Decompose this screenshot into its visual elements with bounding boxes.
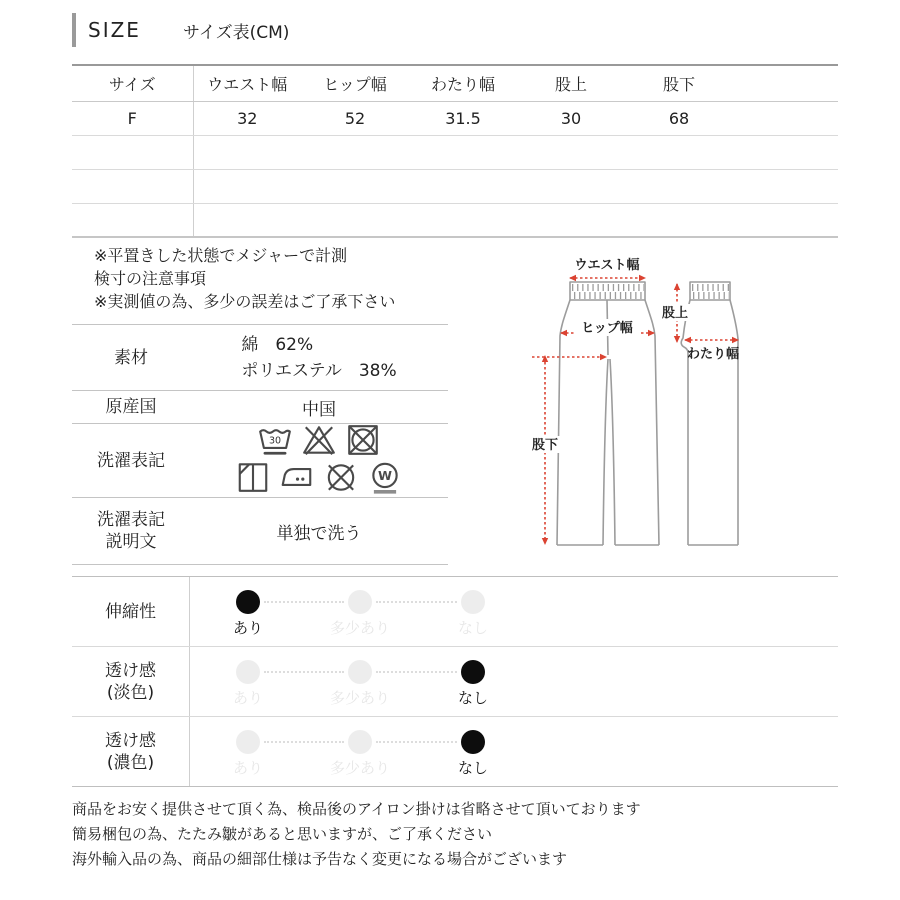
scale-option-tasho-ari: 多少あり <box>312 730 408 778</box>
col-size: サイズ <box>72 65 193 101</box>
table-row-empty <box>72 203 838 237</box>
note-line: ※実測値の為、多少の誤差はご了承下さい <box>94 292 396 311</box>
origin-value: 中国 <box>302 399 336 420</box>
col-hip: ヒップ幅 <box>301 65 409 101</box>
disclaimer-text <box>72 797 641 872</box>
header-accent-bar <box>72 13 76 47</box>
attr-label: 伸縮性 <box>105 601 156 622</box>
material-label: 素材 <box>114 347 148 368</box>
scale-option-ari: あり <box>200 730 296 778</box>
scale-option-ari: あり <box>200 660 296 708</box>
no-tumble-dry-icon <box>345 422 381 458</box>
care-note-label: 洗濯表記 <box>97 510 165 530</box>
col-rise: 股上 <box>517 65 625 101</box>
care-note-label: 説明文 <box>105 532 157 552</box>
note-line: 検寸の注意事項 <box>94 269 207 288</box>
scale-dot <box>348 730 372 754</box>
material-row <box>72 325 448 391</box>
care-symbols-row <box>72 424 448 498</box>
cell-inseam: 68 <box>625 101 733 135</box>
size-table-header-row <box>72 65 838 101</box>
attr-label: 透け感 <box>105 660 156 681</box>
table-row-empty <box>72 169 838 203</box>
scale-option-tasho-ari: 多少あり <box>312 590 408 638</box>
sheerness-dark-row <box>72 717 838 787</box>
measure-lines <box>532 278 738 543</box>
measure-arrowheads <box>542 275 739 545</box>
material-line: 綿 62% <box>241 334 314 355</box>
wet-clean-gentle-icon <box>367 459 403 495</box>
scale-option-nashi: なし <box>425 590 521 638</box>
scale-dot <box>348 660 372 684</box>
spec-table <box>72 324 448 565</box>
cell-thigh: 31.5 <box>409 101 517 135</box>
scale-dot <box>348 590 372 614</box>
col-waist: ウエスト幅 <box>193 65 301 101</box>
cell-hip: 52 <box>301 101 409 135</box>
diagram-thigh-label: わたり幅 <box>686 347 740 362</box>
header-size-badge: SIZE <box>88 18 141 42</box>
shade-line-dry-icon <box>235 459 271 495</box>
scale-dot <box>461 660 485 684</box>
svg-text:30: 30 <box>268 435 282 447</box>
waistband-hatching-front <box>572 288 644 296</box>
attr-label: 透け感 <box>105 730 156 751</box>
size-table <box>72 64 838 238</box>
disclaimer-line: 簡易梱包の為、たたみ皺があると思いますが、ご了承ください <box>72 825 493 843</box>
page-title: サイズ表(CM) <box>182 22 290 43</box>
scale-dot <box>461 730 485 754</box>
origin-label: 原産国 <box>105 397 157 417</box>
scale-option-nashi: なし <box>425 730 521 778</box>
waistband-hatching-side <box>692 288 729 296</box>
measurement-notes <box>94 244 395 313</box>
care-note-row <box>72 498 448 565</box>
scale-dot <box>236 730 260 754</box>
note-line: ※平置きした状態でメジャーで計測 <box>94 246 348 265</box>
disclaimer-line: 海外輸入品の為、商品の細部仕様は予告なく変更になる場合がございます <box>72 850 568 868</box>
attr-sublabel: (淡色) <box>106 682 155 703</box>
iron-two-dots-icon <box>279 459 315 495</box>
diagram-hip-label: ヒップ幅 <box>581 321 633 336</box>
wash-30-gentle-icon <box>257 422 293 458</box>
diagram-rise-label: 股上 <box>661 306 689 321</box>
scale-option-nashi: なし <box>425 660 521 708</box>
no-bleach-icon <box>301 422 337 458</box>
care-label: 洗濯表記 <box>97 450 165 471</box>
pants-side-outline <box>681 282 738 545</box>
section-header <box>72 12 289 48</box>
col-inseam: 股下 <box>625 65 733 101</box>
stretch-row <box>72 577 838 647</box>
scale-dot <box>461 590 485 614</box>
scale-dot <box>236 590 260 614</box>
disclaimer-line: 商品をお安く提供させて頂く為、検品後のアイロン掛けは省略させて頂いております <box>72 800 641 818</box>
scale-dot <box>236 660 260 684</box>
svg-text:W: W <box>378 468 392 484</box>
no-dry-clean-icon <box>323 459 359 495</box>
cell-size: F <box>72 101 193 135</box>
scale-option-ari: あり <box>200 590 296 638</box>
table-row-empty <box>72 135 838 169</box>
table-row <box>72 101 838 135</box>
attr-sublabel: (濃色) <box>106 752 155 773</box>
scale-option-tasho-ari: 多少あり <box>312 660 408 708</box>
laundry-icons <box>235 421 403 496</box>
cell-rise: 30 <box>517 101 625 135</box>
pants-measurement-diagram <box>498 243 843 563</box>
material-line: ポリエステル 38% <box>241 360 397 381</box>
attribute-table <box>72 576 838 787</box>
diagram-waist-label: ウエスト幅 <box>574 258 640 273</box>
col-thigh: わたり幅 <box>409 65 517 101</box>
diagram-inseam-label: 股下 <box>531 438 559 453</box>
sheerness-light-row <box>72 647 838 717</box>
care-note-value: 単独で洗う <box>276 523 362 544</box>
cell-waist: 32 <box>193 101 301 135</box>
origin-row <box>72 391 448 424</box>
